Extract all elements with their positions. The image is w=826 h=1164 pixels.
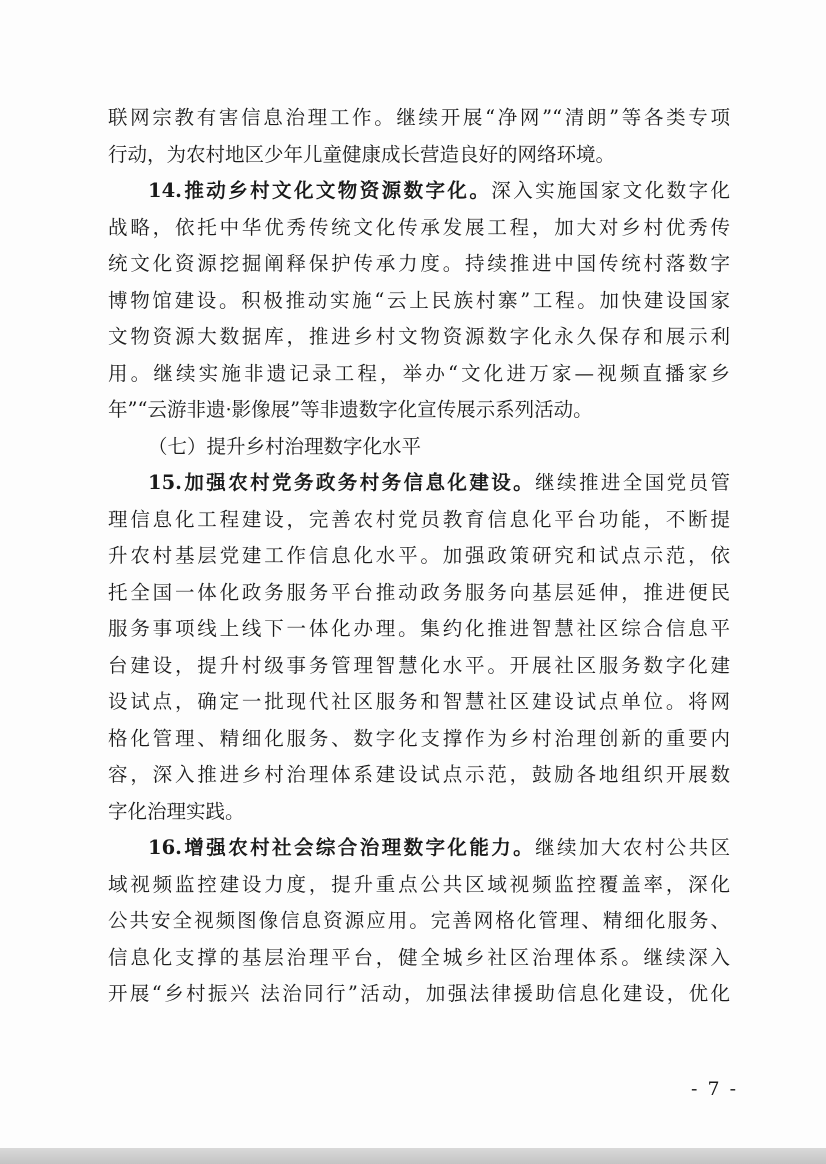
- text-line: 域视频监控建设力度，提升重点公共区域视频监控覆盖率，深化: [108, 872, 730, 896]
- paragraph-15-first-line: [108, 465, 730, 502]
- text-line: 容，深入推进乡村治理体系建设试点示范，鼓励各地组织开展数: [108, 763, 730, 786]
- item-15-first-line-text: 继续推进全国党员管: [535, 471, 730, 494]
- text-line: 战略，依托中华优秀传统文化传承发展工程，加大对乡村优秀传: [108, 215, 730, 239]
- text-line: 文物资源大数据库，推进乡村文物资源数字化永久保存和展示利: [108, 325, 730, 348]
- item-14-first-line-text: 深入实施国家文化数字化: [491, 179, 730, 202]
- text-line: 升农村基层党建工作信息化水平。加强政策研究和试点示范，依: [108, 544, 730, 567]
- text-line: 设试点，确定一批现代社区服务和智慧社区建设试点单位。将网: [108, 690, 730, 713]
- document-body: [108, 100, 730, 1013]
- text-line: 行动，为农村地区少年儿童健康成长营造良好的网络环境。: [108, 142, 616, 166]
- text-line: 台建设，提升村级事务管理智慧化水平。开展社区服务数字化建: [108, 653, 730, 677]
- paragraph-14-first-line: [108, 173, 730, 210]
- text-line: 理信息化工程建设，完善农村党员教育信息化平台功能，不断提: [108, 507, 730, 531]
- text-line: 统文化资源挖掘阐释保护传承力度。持续推进中国传统村落数字: [108, 252, 730, 275]
- item-15-heading: 15.加强农村党务政务村务信息化建设。: [148, 471, 536, 494]
- text-line: 联网宗教有害信息治理工作。继续开展“净网”“清朗”等各类专项: [108, 106, 730, 129]
- text-line: 格化管理、精细化服务、数字化支撑作为乡村治理创新的重要内: [108, 726, 730, 750]
- page-number: - 7 -: [690, 1078, 738, 1100]
- item-14-heading: 14.推动乡村文化文物资源数字化。: [148, 179, 492, 202]
- text-line: 信息化支撑的基层治理平台，健全城乡社区治理体系。继续深入: [108, 945, 730, 969]
- paragraph-16-first-line: [108, 830, 730, 867]
- text-line: 公共安全视频图像信息资源应用。完善网格化管理、精细化服务、: [108, 909, 730, 932]
- text-line: 服务事项线上线下一体化办理。集约化推进智慧社区综合信息平: [108, 617, 730, 640]
- section-heading-7: （七）提升乡村治理数字化水平: [148, 434, 422, 458]
- page-bottom-edge: [0, 1148, 826, 1164]
- text-line: 字化治理实践。: [108, 799, 245, 823]
- text-line: 开展“乡村振兴 法治同行”活动，加强法律援助信息化建设，优化: [108, 982, 730, 1005]
- text-line: 用。继续实施非遗记录工程，举办“文化进万家—视频直播家乡: [108, 361, 730, 385]
- text-line: 博物馆建设。积极推动实施“云上民族村寨”工程。加快建设国家: [108, 288, 730, 312]
- text-line: 年”“云游非遗·影像展”等非遗数字化宣传展示系列活动。: [108, 398, 593, 421]
- item-16-heading: 16.增强农村社会综合治理数字化能力。: [148, 836, 536, 859]
- text-line: 托全国一体化政务服务平台推动政务服务向基层延伸，推进便民: [108, 580, 730, 604]
- item-16-first-line-text: 继续加大农村公共区: [535, 836, 730, 859]
